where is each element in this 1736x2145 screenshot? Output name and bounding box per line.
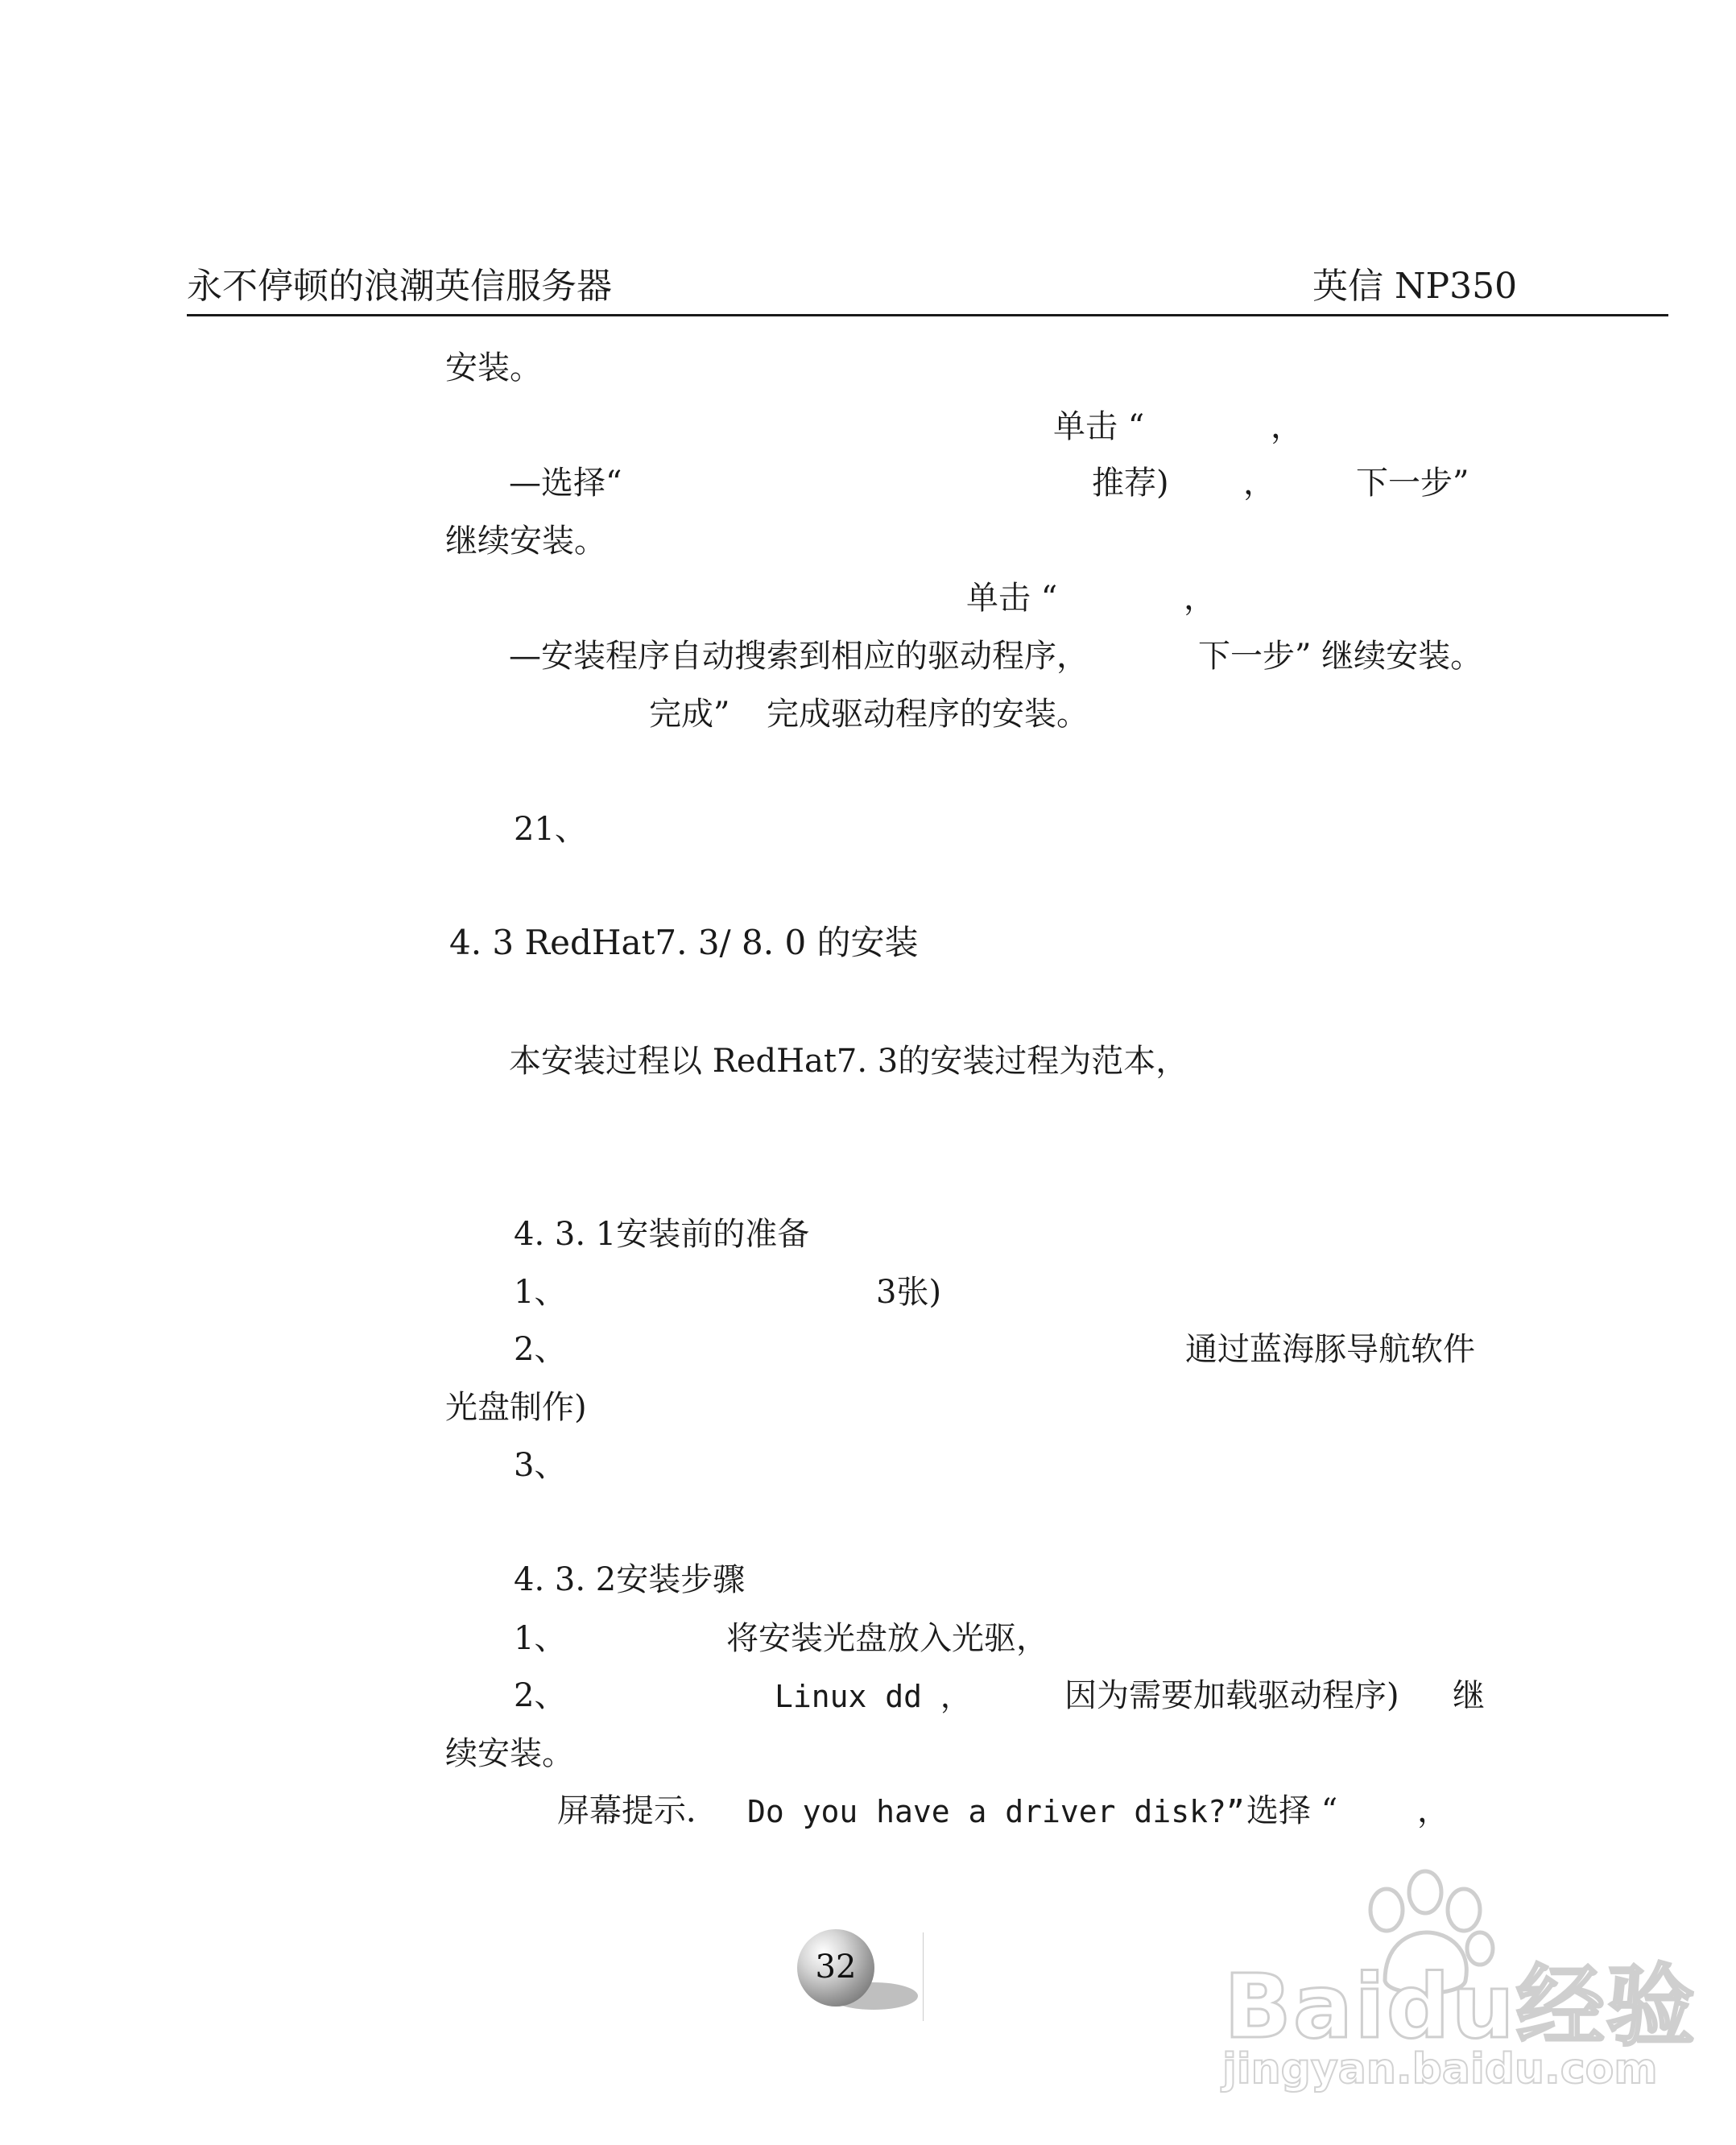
text-line: ， xyxy=(1271,408,1303,445)
text-line: 光盘制作) xyxy=(445,1389,587,1426)
text-line: 将安装光盘放入光驱， xyxy=(726,1620,1048,1657)
text-line: 选择 “ xyxy=(1246,1792,1338,1829)
text-line: 屏幕提示． xyxy=(557,1792,718,1829)
text-line: 因为需要加载驱动程序) xyxy=(1064,1677,1399,1714)
text-line: 安装。 xyxy=(445,349,542,386)
text-line: ， xyxy=(1184,580,1216,617)
text-line: 下一步” 继续安装。 xyxy=(1198,638,1483,675)
text-line: —选择“ xyxy=(509,465,622,502)
baidu-watermark-logo: Baidu经验 xyxy=(1224,1955,1697,2058)
text-line: 通过蓝海豚导航软件 xyxy=(1185,1331,1475,1368)
subsection-heading: 4. 3. 1安装前的准备 xyxy=(514,1216,810,1253)
text-line: 完成” xyxy=(649,696,730,733)
text-line: 推荐) xyxy=(1092,465,1169,502)
header-rule xyxy=(187,314,1668,316)
text-line: ， xyxy=(1417,1792,1449,1829)
text-line: 续安装。 xyxy=(445,1735,574,1772)
text-line: Do you have a driver disk?” xyxy=(747,1794,1245,1829)
list-number: 2、 xyxy=(514,1331,567,1368)
text-line: Linux dd ， xyxy=(775,1679,971,1714)
section-heading: 4. 3 RedHat7. 3/ 8. 0 的安装 xyxy=(449,923,919,962)
text-line: 继 xyxy=(1453,1677,1485,1714)
list-number: 1、 xyxy=(514,1274,567,1311)
text-line: 3张) xyxy=(876,1274,942,1311)
text-line: 继续安装。 xyxy=(445,523,606,560)
text-line: 完成驱动程序的安装。 xyxy=(767,696,1089,733)
text-line: 单击 “ xyxy=(1053,408,1145,445)
list-number: 2、 xyxy=(514,1677,567,1714)
text-line: ， xyxy=(1243,465,1275,502)
text-line: —安装程序自动搜索到相应的驱动程序， xyxy=(509,638,1089,675)
page-number: 32 xyxy=(815,1949,857,1986)
list-number: 3、 xyxy=(514,1447,567,1484)
paragraph: 本安装过程以 RedHat7. 3的安装过程为范本， xyxy=(509,1043,1188,1080)
header-title-right: 英信 NP350 xyxy=(1312,266,1518,307)
list-number: 1、 xyxy=(514,1620,567,1657)
header-title-left: 永不停顿的浪潮英信服务器 xyxy=(187,266,612,307)
text-line: 单击 “ xyxy=(966,580,1058,617)
text-line: 下一步” xyxy=(1356,465,1469,502)
list-number: 21、 xyxy=(514,811,587,848)
baidu-watermark-url: jingyan.baidu.com xyxy=(1222,2045,1658,2093)
subsection-heading: 4. 3. 2安装步骤 xyxy=(514,1561,746,1598)
footer-divider xyxy=(923,1932,924,2021)
